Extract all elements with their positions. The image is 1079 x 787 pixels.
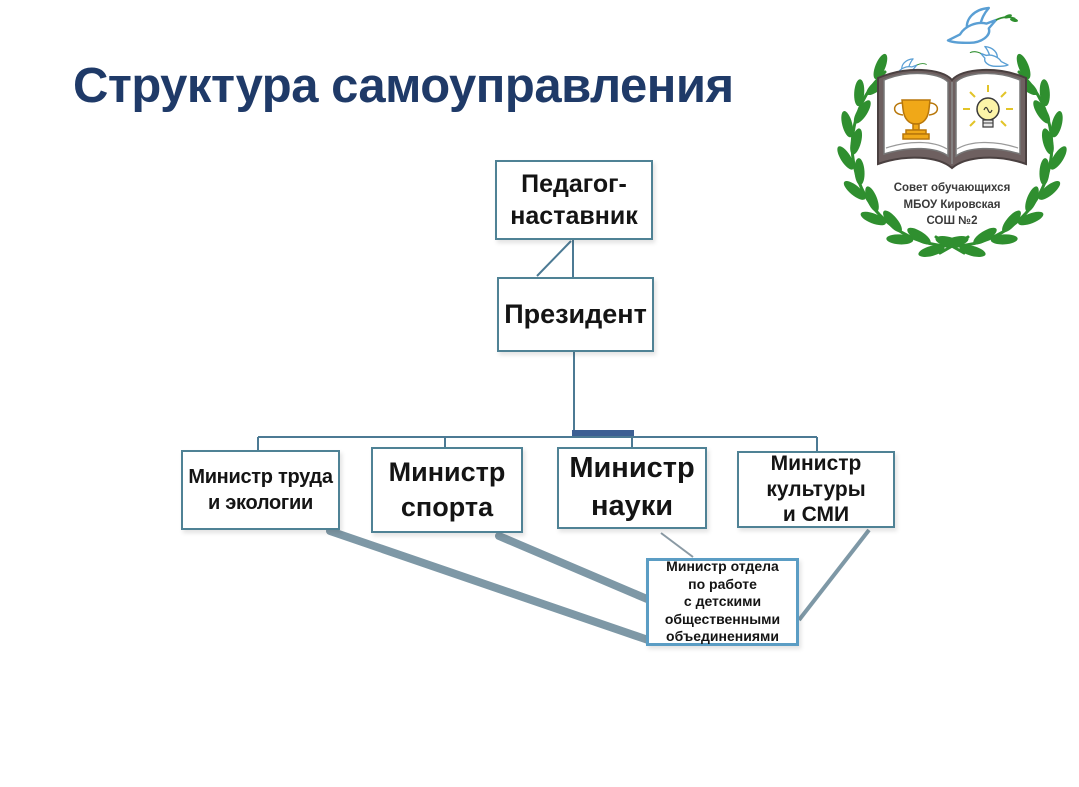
org-node-mentor: [495, 160, 653, 240]
logo-caption: [872, 180, 1032, 230]
node-label-line: науки: [590, 490, 674, 522]
node-label-line: с детскими: [683, 593, 762, 610]
link-mentor-president-diagonal: [537, 241, 571, 276]
link-science-children: [661, 533, 693, 557]
org-node-labor-ecology: [181, 450, 340, 530]
node-label-line: Министр труда: [188, 466, 333, 488]
org-node-president: [497, 277, 654, 352]
link-sport-children: [499, 536, 647, 599]
node-label-line: культуры: [766, 477, 866, 501]
org-node-children-orgs: [646, 558, 799, 646]
node-label-line: Педагог-: [521, 169, 627, 198]
logo-caption-line: Совет обучающихся: [893, 182, 1011, 194]
node-label-line: спорта: [400, 492, 494, 522]
logo-caption-line: МБОУ Кировская: [903, 198, 1001, 211]
org-node-sport: [371, 447, 523, 533]
node-label-line: Министр: [770, 452, 862, 476]
school-logo: [826, 6, 1078, 258]
org-node-science: [557, 447, 707, 529]
dove-icon-large: [948, 8, 1018, 43]
open-book-icon: [878, 70, 1026, 168]
node-label-line: наставник: [510, 202, 638, 230]
org-node-culture-media: [737, 451, 895, 528]
node-label-line: Президент: [504, 298, 647, 329]
logo-caption-line: СОШ №2: [926, 215, 978, 228]
node-label-line: и СМИ: [782, 503, 850, 527]
link-labor-children: [330, 531, 651, 641]
page-title: Структура самоуправления: [73, 59, 734, 113]
node-label-line: Министр: [569, 452, 695, 485]
dove-icon-right: [970, 47, 1008, 67]
node-label-line: по работе: [688, 575, 757, 592]
node-label-line: Министр: [388, 456, 506, 487]
node-label-line: и экологии: [208, 492, 313, 514]
link-culture-children: [799, 530, 869, 620]
node-label-line: объединениями: [666, 628, 779, 645]
node-label-line: общественными: [664, 610, 781, 627]
node-label-line: Министр отдела: [666, 557, 779, 574]
